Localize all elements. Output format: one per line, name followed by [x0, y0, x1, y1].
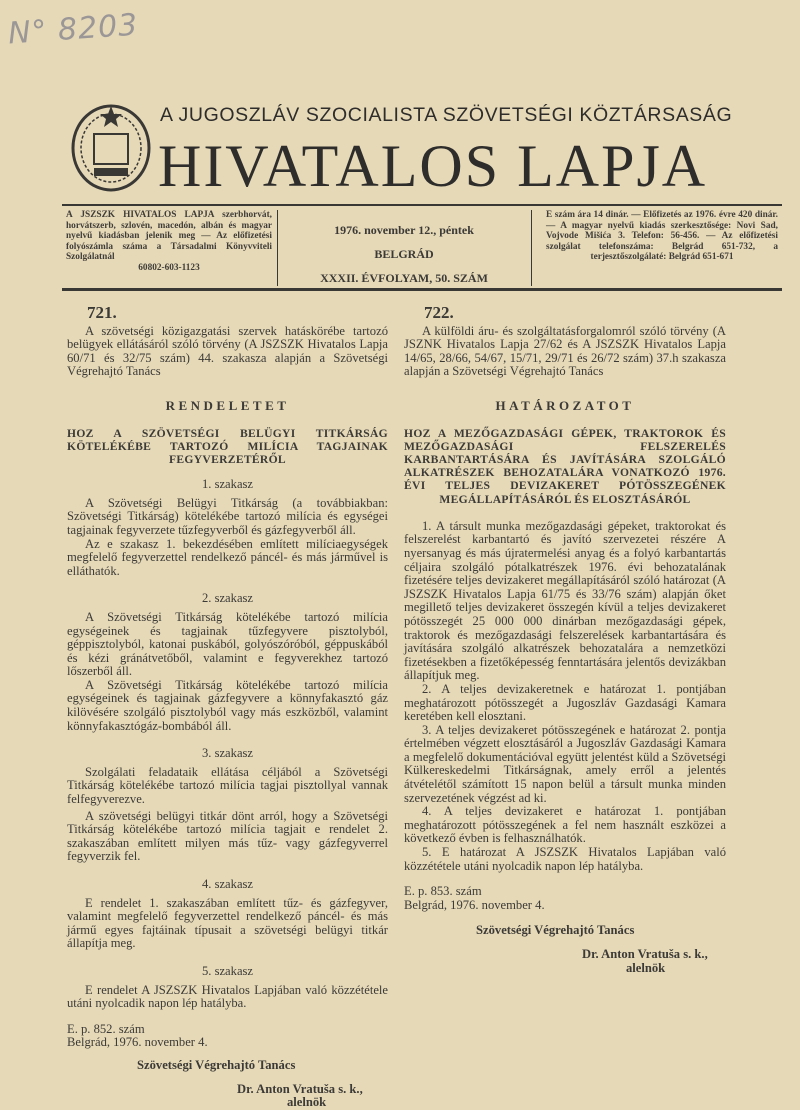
paragraph: 2. A teljes devizakeretnek e határozat 1. pontjában meghatározott pótösszegét a Jugoszláv Gazdasági Kamara keretében kell elosztani.	[404, 681, 726, 724]
info-center	[280, 218, 528, 290]
document-type: HATÁROZATOT	[495, 397, 635, 413]
divider	[531, 210, 532, 286]
info-left	[66, 210, 272, 286]
paragraph: 1. A társult munka mezőgazdasági gépeket, traktorokat és felszerelést karbantartó és javító szervezetei részére A nyersanyag és más újratermelési anyag és a folyó karbantartás céljaira szolgáló pótalkatrészek 1976. évi behozatalának fizetésére teljes devizakeret megállapításáról szóló határozat (A JSZSZK Hivatalos Lapja 61/75 és 33/76 szám) alapján őket megillető teljes devizakeret összegén kívül a teljes devizakeret pótösszegét 25 000 000 dinárban mezőgazdasági gépek, traktorok és mezőgazdasági felszerelések karbantartására és javítására szolgáló alkatrészek behozatalára a nemzetközi fizetésekben a fizetőképesség fenntartására jelentős devizákban állapítjuk meg.	[404, 518, 726, 683]
account-number: 60802-603-1123	[138, 262, 200, 273]
signer: Dr. Anton Vratuša s. k.,	[582, 947, 708, 961]
signer-role: alelnök	[626, 960, 666, 975]
paragraph: Az e szakasz 1. bekezdésében említett milíciaegységek megfelelő fegyverzettel rendelkező páncél- és más járművel is elláthatók.	[67, 536, 388, 578]
divider	[62, 204, 782, 206]
state-emblem	[66, 96, 156, 196]
signer: Dr. Anton Vratuša s. k.,	[237, 1081, 363, 1096]
handwritten-number: N° 8203	[6, 7, 140, 52]
document-number: 721.	[87, 303, 117, 322]
issuing-body: Szövetségi Végrehajtó Tanács	[137, 1057, 296, 1072]
paragraph: A Szövetségi Titkárság kötelékébe tartozó milícia egységeinek és tagjainak tűzfegyvere pisztolyból, géppisztolyból, katonai puskából, golyószóróból, géppuskából és kézi gránátvetőből, valamint e fegyverekhez tartozó lőszerből áll.	[67, 609, 388, 679]
reference-number: E. p. 853. szám	[404, 884, 482, 899]
paragraph: 5. E határozat A JSZSZK Hivatalos Lapjában való közzététele utáni nyolcadik napon lép hatályba.	[404, 845, 726, 873]
section-title: 3. szakasz	[201, 746, 254, 761]
document-721	[67, 303, 388, 1110]
issue-volume: XXXII. ÉVFOLYAM, 50. SZÁM	[320, 271, 488, 285]
paragraph: A szövetségi belügyi titkár dönt arról, hogy a Szövetségi Titkárság kötelékébe tartozó milícia tagjait e rendelet 2. szakaszában említett milyen más tűz- vagy gázfegyverrel fegyverzik fel.	[67, 808, 388, 864]
document-heading: HOZ A SZÖVETSÉGI BELÜGYI TITKÁRSÁG KÖTELÉKÉBE TARTOZÓ MILÍCIA TAGJAINAK FEGYVERZETÉRŐL	[67, 426, 388, 466]
document-722	[404, 303, 726, 975]
document-number: 722.	[424, 303, 454, 322]
section-title: 5. szakasz	[201, 963, 254, 978]
masthead-title: HIVATALOS LAPJA	[158, 133, 708, 199]
section-title: 1. szakasz	[201, 477, 254, 492]
reference-number: E. p. 852. szám	[67, 1021, 145, 1036]
document-heading: HOZ A MEZŐGAZDASÁGI GÉPEK, TRAKTOROK ÉS MEZŐGAZDASÁGI FELSZERELÉS KARBANTARTÁSÁRA ÉS JAVÍTÁSÁRA SZOLGÁLÓ ALKATRÉSZEK BEHOZATALÁRA VONATKOZÓ 1976. ÉVI TELJES DEVIZAKERET PÓTÖSSZEGÉNEK MEGÁLLAPÍTÁSÁRÓL ÉS ELOSZTÁSÁRÓL	[404, 426, 726, 506]
divider	[62, 288, 782, 291]
divider	[277, 210, 278, 286]
section-title: 2. szakasz	[201, 591, 254, 606]
paragraph: 3. A teljes devizakeret pótösszegének e határozat 2. pontja értelmében végzett elosztásáról a Jugoszláv Gazdasági Kamara a megfelelő dokumentációval együtt jelentést küld a Szövetségi Külkereskedelmi Titkárságnak, amely erről a jelentés átvételétől számított 15 napon belül a társult munka minden szervezetének végzést ad ki.	[404, 722, 726, 805]
masthead-country: A JUGOSZLÁV SZOCIALISTA SZÖVETSÉGI KÖZTÁRSASÁG	[160, 104, 733, 126]
intro: A szövetségi közigazgatási szervek hatáskörébe tartozó belügyek ellátásáról szóló törvény (A JSZSZK Hivatalos Lapja 60/71 és 32/75 szám) 44. szakasza alapján a Szövetségi Végrehajtó Tanács	[67, 323, 388, 379]
signer-role: alelnök	[287, 1095, 327, 1110]
paragraph: Szolgálati feladataik ellátása céljából a Szövetségi Titkárság kötelékébe tartozó milícia tagjai pisztollyal vannak felfegyverezve.	[67, 764, 388, 807]
signing-date: Belgrád, 1976. november 4.	[67, 1035, 208, 1050]
paragraph: 4. A teljes devizakeret e határozat 1. pontjában meghatározott pótösszegének a fel nem használt eszközei a következő évben is felhasználhatók.	[404, 804, 726, 846]
intro: A külföldi áru- és szolgáltatásforgalomról szóló törvény (A JSZNK Hivatalos Lapja 27/62 és A JSZSZK Hivatalos Lapja 14/65, 28/66, 54/67, 15/71, 29/71 és 26/72 szám) 37.h szakasza alapján a Szövetségi Végrehajtó Tanács	[404, 323, 726, 379]
info-right: E szám ára 14 dinár. — Előfizetés az 1976. évre 420 dinár. — A magyar nyelvű kiadás szerkesztősége: Novi Sad, Vojvode Mišića 3. Telefon: 56-456. — Az előfizetési szolgálat telefonszáma: Belgrád 651-732, a terjesztőszolgálaté: Belgrád 651-671	[546, 210, 778, 263]
issue-date: 1976. november 12., péntek	[334, 223, 474, 237]
document-type: RENDELETET	[165, 397, 290, 413]
publication-info: A JSZSZK HIVATALOS LAPJA szerbhorvát, horvátszerb, szlovén, macedón, albán és magyar nyelvű kiadásban jelenik meg — Az előfizetési folyószámla száma a Társadalmi Könyvviteli Szolgálatnál	[66, 210, 272, 263]
signing-date: Belgrád, 1976. november 4.	[404, 897, 545, 912]
section-title: 4. szakasz	[201, 877, 254, 892]
issuing-body: Szövetségi Végrehajtó Tanács	[476, 923, 635, 938]
paragraph: E rendelet A JSZSZK Hivatalos Lapjában való közzététele utáni nyolcadik napon lép hatályba.	[67, 982, 388, 1011]
issue-place: BELGRÁD	[374, 247, 434, 261]
paragraph: A Szövetségi Titkárság kötelékébe tartozó milícia egységeinek és tagjainak gázfegyvere a könnyfakasztó gáz kilövésére szolgáló pisztolyból vagy más eszközből, valamint könnyfakasztógáz-bombából áll.	[67, 677, 388, 733]
paragraph: A Szövetségi Belügyi Titkárság (a továbbiakban: Szövetségi Titkárság) kötelékébe tartozó milícia és egységei tagjainak fegyverzete tűzfegyverből és gázfegyverből áll.	[67, 495, 388, 537]
paragraph: E rendelet 1. szakaszában említett tűz- és gázfegyver, valamint megfelelő fegyverzettel rendelkező páncél- és más jármű egyes fajtáinak típusait a szövetségi belügyi titkár állapítja meg.	[67, 895, 388, 951]
